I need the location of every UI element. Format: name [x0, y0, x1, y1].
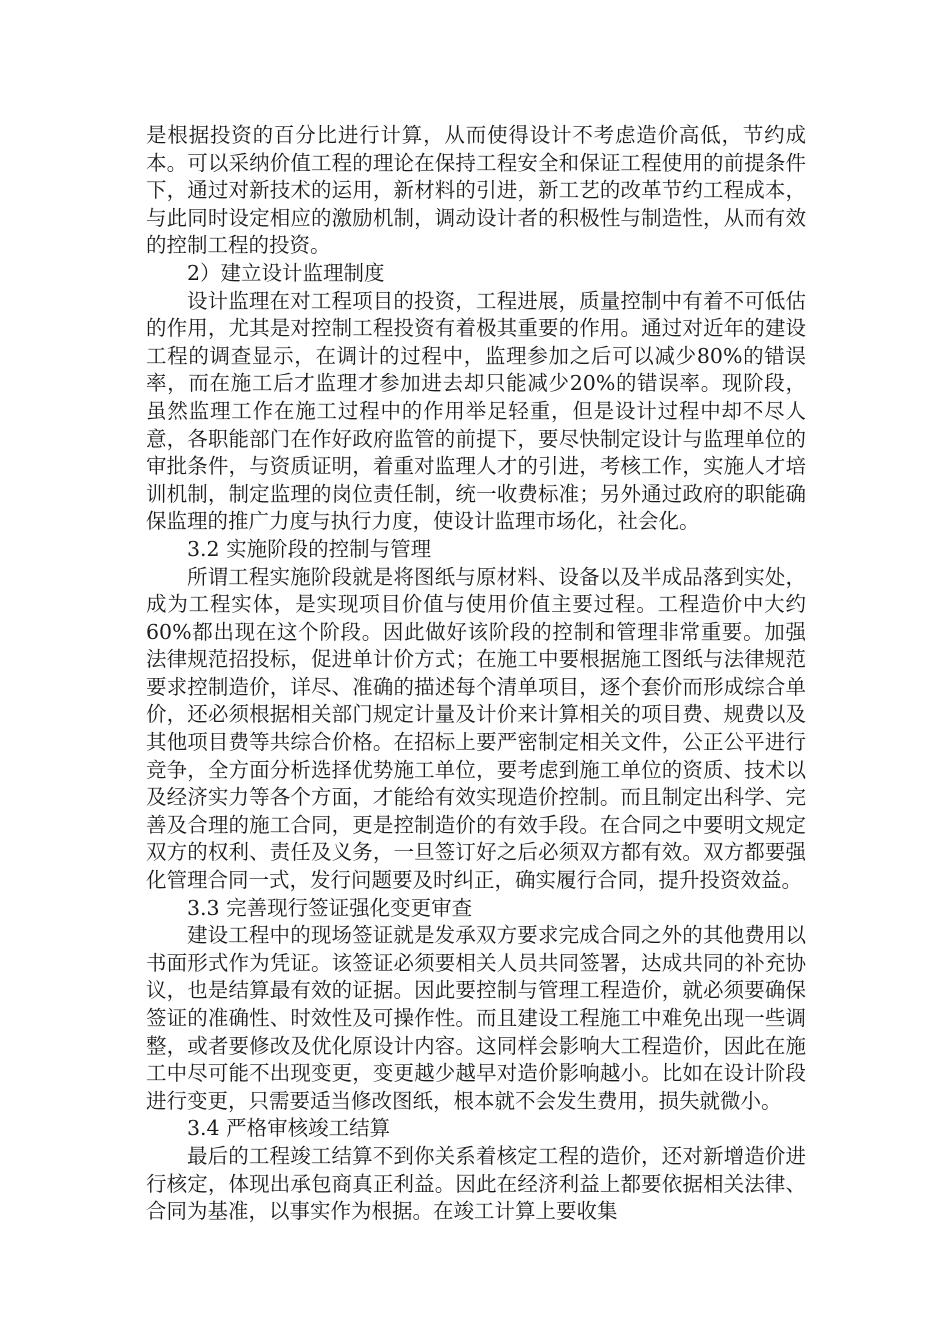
- section-heading: 3.2 实施阶段的控制与管理: [187, 536, 432, 561]
- body-paragraph: 是根据投资的百分比进行计算，从而使得设计不考虑造价高低，节约成本。可以采纳价值工程的理论在保持工程安全和保证工程使用的前提条件下，通过对新技术的运用，新材料的引进，新工艺的改革节约工程成本，与此同时设定相应的激励机制，调动设计者的积极性与制造性，从而有效的控制工程的投资。: [146, 123, 806, 258]
- section-heading: 3.4 严格审核竣工结算: [187, 1116, 391, 1141]
- body-paragraph: 建设工程中的现场签证就是发承双方要求完成合同之外的其他费用以书面形式作为凭证。该签证必须要相关人员共同签署，达成共同的补充协议，也是结算最有效的证据。因此要控制与管理工程造价，就必须要确保签证的准确性、时效性及可操作性。而且建设工程施工中难免出现一些调整，或者要修改及优化原设计内容。这同样会影响大工程造价，因此在施工中尽可能不出现变更，变更越少越早对造价影响越小。比如在设计阶段进行变更，只需要适当修改图纸，根本就不会发生费用，损失就微小。: [146, 923, 806, 1113]
- body-paragraph: 设计监理在对工程项目的投资，工程进展，质量控制中有着不可低估的作用，尤其是对控制工程投资有着极其重要的作用。通过对近年的建设工程的调查显示，在调计的过程中，监理参加之后可以减少80%的错误率，而在施工后才监理才参加进去却只能减少20%的错误率。现阶段，虽然监理工作在施工过程中的作用举足轻重，但是设计过程中却不尽人意，各职能部门在作好政府监管的前提下，要尽快制定设计与监理单位的审批条件，与资质证明，着重对监理人才的引进，考核工作，实施人才培训机制，制定监理的岗位责任制，统一收费标准；另外通过政府的职能确保监理的推广力度与执行力度，使设计监理市场化，社会化。: [146, 288, 806, 534]
- body-paragraph: 最后的工程竣工结算不到你关系着核定工程的造价，还对新增造价进行核定，体现出承包商真正利益。因此在经济利益上都要依据相关法律、合同为基准，以事实作为根据。在竣工计算上要收集: [146, 1143, 806, 1224]
- document-page: [146, 122, 806, 1226]
- body-paragraph: 所谓工程实施阶段就是将图纸与原材料、设备以及半成品落到实处，成为工程实体，是实现项目价值与使用价值主要过程。工程造价中大约60%都出现在这个阶段。因此做好该阶段的控制和管理非常重要。加强法律规范招投标，促进单计价方式；在施工中要根据施工图纸与法律规范要求控制造价，详尽、准确的描述每个清单项目，逐个套价而形成综合单价，还必须根据相关部门规定计量及计价来计算相关的项目费、规费以及其他项目费等共综合价格。在招标上要严密制定相关文件，公正公平进行竞争，全方面分析选择优势施工单位，要考虑到施工单位的资质、技术以及经济实力等各个方面，才能给有效实现造价控制。而且制定出科学、完善及合理的施工合同，更是控制造价的有效手段。在合同之中要明文规定双方的权利、责任及义务，一旦签订好之后必须双方都有效。双方都要强化管理合同一式，发行问题要及时纠正，确实履行合同，提升投资效益。: [146, 564, 806, 893]
- section-heading: 2）建立设计监理制度: [187, 260, 385, 285]
- section-heading: 3.3 完善现行签证强化变更审查: [187, 895, 473, 920]
